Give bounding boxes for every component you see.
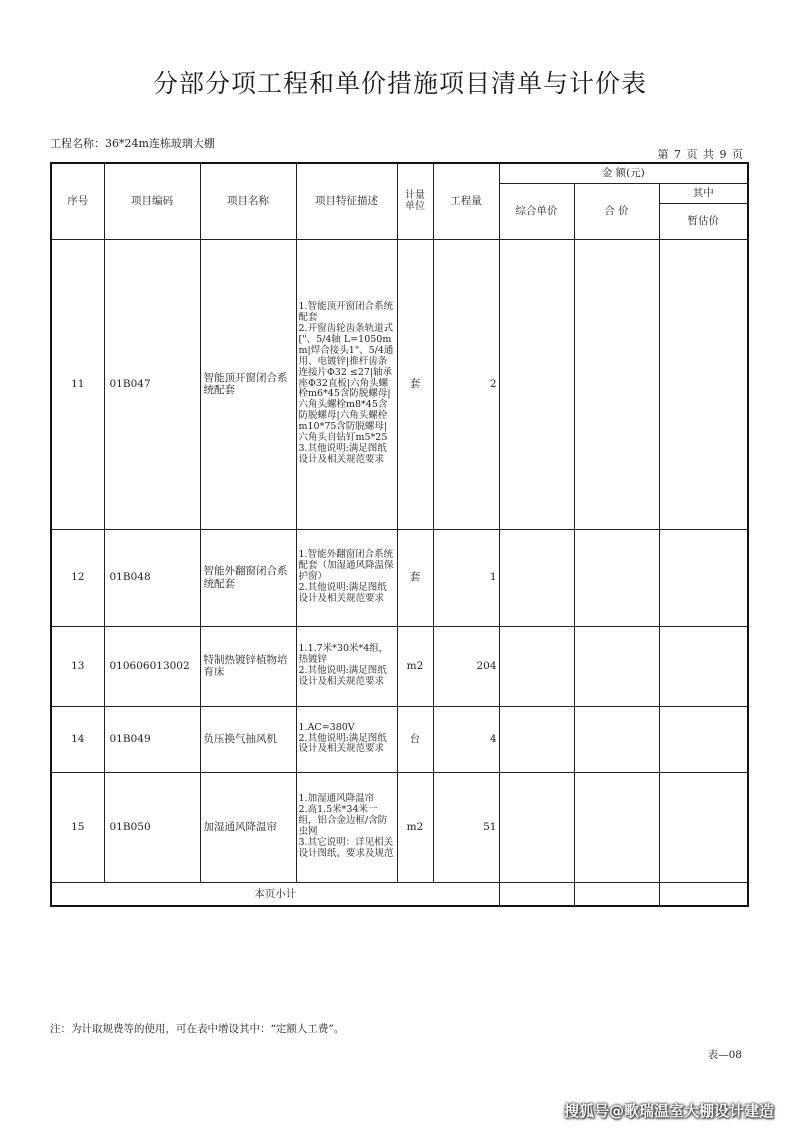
header-qty: 工程量 <box>433 163 499 239</box>
cell-name: 智能外翻窗闭合系统配套 <box>200 529 296 626</box>
cell-desc: 1.AC=380V 2.其他说明:满足图纸设计及相关规范要求 <box>296 706 397 772</box>
cell-unit-price <box>499 626 574 706</box>
cell-provisional <box>659 529 748 626</box>
header-desc: 项目特征描述 <box>296 163 397 239</box>
cell-unit: m2 <box>397 772 433 882</box>
header-row-1 <box>51 163 748 183</box>
cell-unit-price <box>499 529 574 626</box>
subtotal-unit-price <box>499 882 574 906</box>
cell-qty: 51 <box>433 772 499 882</box>
cell-qty: 2 <box>433 239 499 529</box>
cell-seq: 15 <box>51 772 104 882</box>
cell-qty: 4 <box>433 706 499 772</box>
cell-total-price <box>574 529 659 626</box>
cell-unit-price <box>499 239 574 529</box>
cell-code: 01B050 <box>104 772 200 882</box>
header-unit-price: 综合单价 <box>499 183 574 239</box>
table-row <box>51 239 748 529</box>
header-unit <box>397 163 433 239</box>
cell-provisional <box>659 772 748 882</box>
header-unit-text: 计量单位 <box>405 189 425 213</box>
cell-desc: 1.智能顶开窗闭合系统配套 2.开窗齿轮齿条轨道式["、5/4轴 L=1050mm|焊合接头1"、5/4通用、电镀锌|推杆齿条连接片Φ32 ≤27|轴承座Φ32直板|六角头螺栓m6*45含防脱螺母|六角头螺栓m8*45含防脱螺母|六角头螺栓m10*75含防脱螺母|六角头自钻钉m5*25 3.其他说明:满足图纸设计及相关规范要求 <box>296 239 397 529</box>
cell-code: 01B049 <box>104 706 200 772</box>
cell-provisional <box>659 239 748 529</box>
cell-unit-price <box>499 772 574 882</box>
cell-seq: 12 <box>51 529 104 626</box>
pricing-table <box>50 162 749 907</box>
cell-name: 智能顶开窗闭合系统配套 <box>200 239 296 529</box>
page-number: 第 7 页 共 9 页 <box>657 148 744 161</box>
project-name: 工程名称：36*24m连栋玻璃大棚 <box>50 137 215 150</box>
header-total-price: 合 价 <box>574 183 659 239</box>
cell-unit: 套 <box>397 529 433 626</box>
header-amount: 金 额(元) <box>499 163 748 183</box>
footnote: 注：为计取规费等的使用，可在表中增设其中：“定额人工费”。 <box>50 1023 345 1035</box>
cell-unit: 套 <box>397 239 433 529</box>
table-row <box>51 772 748 882</box>
subtotal-total-price <box>574 882 659 906</box>
cell-desc: 1.加湿通风降温帘 2.高1.5米*34米一组，铝合金边框/含防虫网 3.其它说明：详见相关设计图纸、要求及规范 <box>296 772 397 882</box>
cell-code: 01B047 <box>104 239 200 529</box>
header-provisional: 暂估价 <box>659 203 748 239</box>
cell-seq: 13 <box>51 626 104 706</box>
subtotal-row <box>51 882 748 906</box>
cell-code: 01B048 <box>104 529 200 626</box>
header-including: 其中 <box>659 183 748 203</box>
cell-total-price <box>574 239 659 529</box>
header-name: 项目名称 <box>200 163 296 239</box>
cell-provisional <box>659 626 748 706</box>
table-row <box>51 529 748 626</box>
form-number: 表—08 <box>707 1049 742 1061</box>
cell-qty: 1 <box>433 529 499 626</box>
cell-unit-price <box>499 706 574 772</box>
cell-desc: 1.1.7米*30米*4组，热镀锌 2.其他说明:满足图纸设计及相关规范要求 <box>296 626 397 706</box>
watermark: 搜狐号@歌瑞温室大棚设计建造 <box>563 1102 774 1120</box>
table-row <box>51 706 748 772</box>
header-seq: 序号 <box>51 163 104 239</box>
cell-total-price <box>574 772 659 882</box>
cell-name: 加湿通风降温帘 <box>200 772 296 882</box>
cell-desc: 1.智能外翻窗闭合系统配套（加湿通风降温保护窗） 2.其他说明:满足图纸设计及相关规范要求 <box>296 529 397 626</box>
header-code: 项目编码 <box>104 163 200 239</box>
cell-code: 010606013002 <box>104 626 200 706</box>
cell-total-price <box>574 626 659 706</box>
table-row <box>51 626 748 706</box>
cell-seq: 11 <box>51 239 104 529</box>
cell-total-price <box>574 706 659 772</box>
page-title: 分部分项工程和单价措施项目清单与计价表 <box>152 69 647 98</box>
cell-qty: 204 <box>433 626 499 706</box>
subtotal-provisional <box>659 882 748 906</box>
cell-name: 特制热镀锌植物培育床 <box>200 626 296 706</box>
cell-unit: 台 <box>397 706 433 772</box>
cell-seq: 14 <box>51 706 104 772</box>
cell-name: 负压换气抽风机 <box>200 706 296 772</box>
cell-unit: m2 <box>397 626 433 706</box>
subtotal-label: 本页小计 <box>51 882 499 906</box>
cell-provisional <box>659 706 748 772</box>
